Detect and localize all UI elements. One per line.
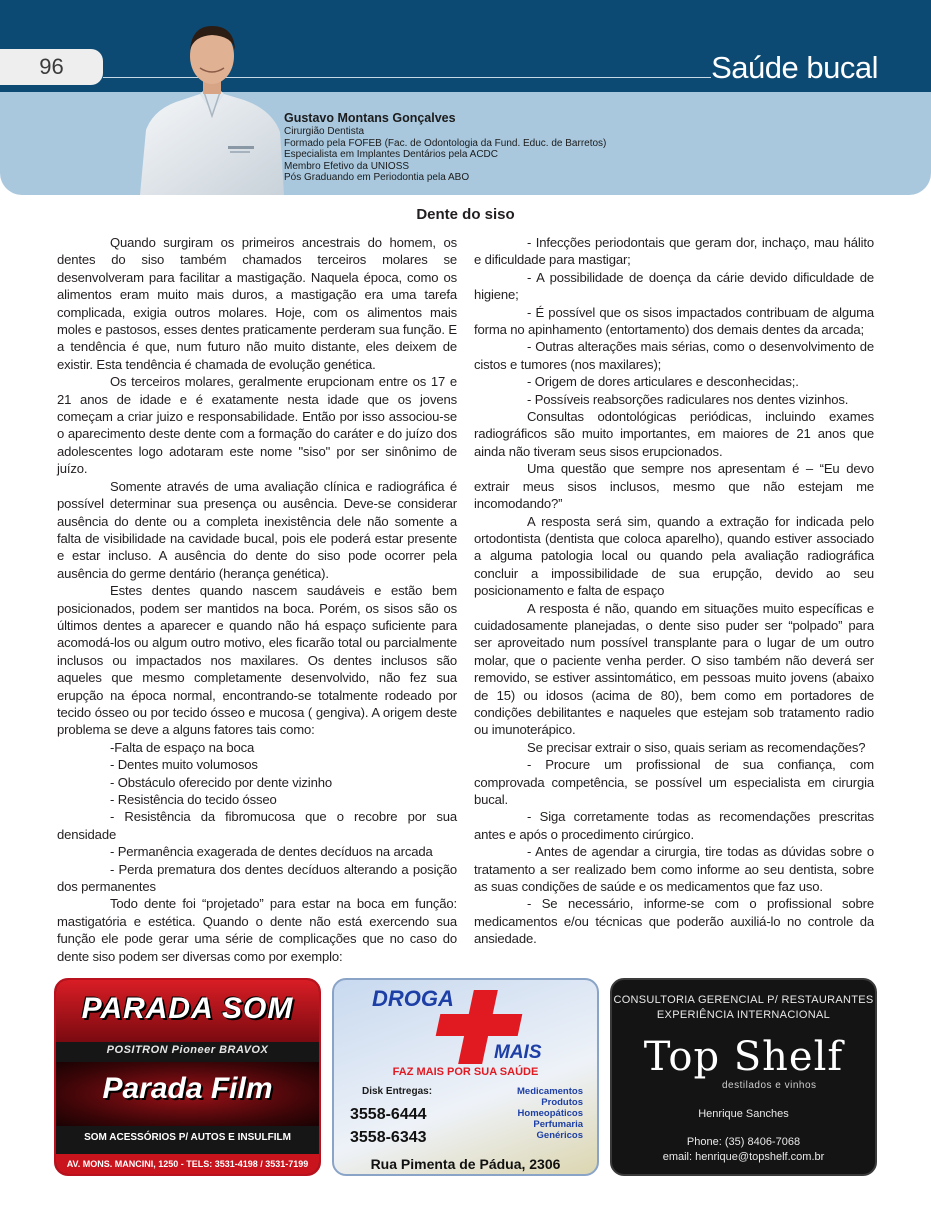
paragraph: A resposta é não, quando em situações muito específicas e cuidadosamente planejadas, o dente siso puder ser “polpado” para ser aproveitado num possível transplante para o lugar de um outro molar, que o paciente venha perder. O siso também não deverá ser removido, se estiver assintomático, em pessoas muito jovens (abaixo de 15) ou idosos (acima de 80), bem como em portadores de condições debilitantes e naqueles que estejam sob tratamento radio ou imunoterápico. (474, 600, 874, 738)
pharmacy-cross-icon (436, 1014, 523, 1036)
ad-top-shelf[interactable] (610, 978, 877, 1176)
ad-topshelf-brand: Top Shelf (643, 1034, 844, 1080)
ad-topshelf-subtitle: destilados e vinhos (722, 1080, 817, 1091)
ad-topshelf-phone: Phone: (35) 8406-7068 (686, 1136, 801, 1148)
ad-topshelf-line2: EXPERIÊNCIA INTERNACIONAL (656, 1009, 831, 1021)
ad-parada-brand: PARADA SOM (81, 992, 294, 1025)
ad-topshelf-line1: CONSULTORIA GERENCIAL P/ RESTAURANTES (613, 994, 874, 1006)
author-photo (140, 20, 284, 195)
list-item: -Falta de espaço na boca (110, 739, 255, 755)
author-credential: Especialista em Implantes Dentários pela ACDC (284, 149, 498, 161)
ad-droga-address: Rua Pimenta de Pádua, 2306 (370, 1156, 561, 1172)
article-column-left (57, 234, 457, 965)
ad-droga-brand: DROGA (372, 986, 454, 1011)
list-item: - Siga corretamente todas as recomendações prescritas antes e após o procedimento cirúrgico. (474, 809, 874, 842)
product-item: Genéricos (536, 1130, 583, 1141)
ad-parada-som[interactable] (54, 978, 321, 1176)
ad-droga-slogan: FAZ MAIS POR SUA SAÚDE (392, 1066, 539, 1078)
product-item: Homeopáticos (517, 1108, 583, 1119)
author-credential: Cirurgião Dentista (284, 126, 365, 137)
ad-parada-address: AV. MONS. MANCINI, 1250 - TELS: 3531-4198 / 3531-7199 (56, 1154, 319, 1174)
page-number: 96 (0, 49, 103, 85)
ad-droga-disk-label: Disk Entregas: (362, 1086, 433, 1097)
ad-droga-brand-mais: MAIS (494, 1042, 542, 1063)
list-item: - Obstáculo oferecido por dente vizinho (110, 774, 332, 790)
author-info (284, 111, 606, 184)
article-column-right (474, 234, 874, 948)
list-item: - Resistência da fibromucosa que o recobre por sua densidade (57, 809, 457, 842)
ad-topshelf-person: Henrique Sanches (698, 1108, 789, 1120)
list-item: - Dentes muito volumosos (110, 757, 258, 773)
list-item: - Infecções periodontais que geram dor, inchaço, mau hálito e dificuldade para mastigar; (474, 235, 874, 268)
list-item: - É possível que os sisos impactados contribuam de alguma forma no apinhamento (entortamento) dos demais dentes da arcada; (474, 304, 874, 338)
paragraph: Uma questão que sempre nos apresentam é – “Eu devo extrair meus sisos inclusos, mesmo que não estejam me incomodando?” (474, 461, 874, 512)
section-title: Saúde bucal (711, 50, 878, 85)
ad-parada-partner-logos: POSITRON Pioneer BRAVOX (106, 1044, 269, 1056)
paragraph: A resposta será sim, quando a extração for indicada pelo ortodontista (dentista que coloca aparelho), quando estiver associado a alguma patologia local ou quando pela avaliação radiográfica concluir a impossibilidade de sua erupção, devido ao seu posicionamento e falta de espaço (474, 513, 874, 599)
paragraph: Consultas odontológicas periódicas, incluindo exames radiográficos são muito importantes, em maiores de 21 anos que ainda não tiveram seus sisos erupcionados. (474, 409, 874, 459)
ad-parada-tagline: SOM ACESSÓRIOS P/ AUTOS E INSULFILM (84, 1132, 291, 1143)
ad-droga-phone: 3558-6343 (350, 1129, 427, 1146)
list-item: - Se necessário, informe-se com o profissional sobre medicamentos e/ou técnicas que poderão auxiliá-lo no controle da ansiedade. (474, 896, 874, 947)
list-item: - Resistência do tecido ósseo (110, 792, 277, 807)
list-item: - Procure um profissional de sua confiança, com comprovada competência, se possível um especialista em cirurgia bucal. (474, 757, 874, 807)
paragraph: Todo dente foi “projetado” para estar na boca em função: mastigatória e estética. Quando o dente não está exercendo sua função ele pode gerar uma série de complicações que no caso do dente siso podem ser diversas como por exemplo: (57, 896, 457, 964)
paragraph: Somente através de uma avaliação clínica e radiográfica é possível determinar sua presença ou ausência. Deve-se considerar ausência do dente ou a completa inexistência dele não somente a falta de visibilidade na cavidade bucal, pois ele poderá estar presente e estar incluso. A ausência do dente do siso pode ocorrer pela ausência do germe dentário (herança genética). (57, 478, 457, 581)
ad-parada-film-brand: Parada Film (102, 1072, 273, 1105)
ad-droga-mais[interactable] (332, 978, 599, 1176)
list-item: - Outras alterações mais sérias, como o desenvolvimento de cistos e tumores (nos maxilares); (474, 339, 874, 372)
list-item: - A possibilidade de doença da cárie devido dificuldade de higiene; (474, 269, 874, 303)
article-title: Dente do siso (416, 206, 515, 223)
list-item: - Permanência exagerada de dentes decíduos na arcada (110, 844, 433, 860)
ad-droga-products (517, 1086, 583, 1141)
ad-droga-phone: 3558-6444 (350, 1106, 427, 1123)
ad-topshelf-email: email: henrique@topshelf.com.br (662, 1151, 825, 1163)
list-item: - Possíveis reabsorções radiculares nos dentes vizinhos. (527, 391, 849, 407)
paragraph: Quando surgiram os primeiros ancestrais do homem, os dentes do siso também chamados terceiros molares se desenvolveram para facilitar a mastigação. Naquela época, como os alimentos eram muito mais duros, a mastigação era uma tarefa complicada, exigia outros molares. Hoje, com os alimentos mais moles e pastosos, esses dentes praticamente perderam sua função. E a tendência é que, num futuro não muito distante, eles deixem de existir. Esta tendência é chamada de evolução genética. (57, 235, 457, 372)
paragraph: Se precisar extrair o siso, quais seriam as recomendações? (527, 739, 866, 755)
product-item: Perfumaria (533, 1119, 583, 1130)
paragraph: Os terceiros molares, geralmente erupcionam entre os 17 e 21 anos de idade e é exatamente nesta idade que os jovens começam a criar juizo e responsabilidade. Então por isso associou-se o aparecimento deste dente com a formação do caráter e do juízo dos adolescentes logo adotaram este nome "siso" por ser sinônimo de juízo. (57, 374, 457, 477)
product-item: Medicamentos (517, 1086, 583, 1097)
author-credential: Formado pela FOFEB (Fac. de Odontologia da Fund. Educ. de Barretos) (284, 137, 607, 149)
author-credential: Pós Graduando em Periodontia pela ABO (284, 172, 470, 184)
list-item: - Perda prematura dos dentes decíduos alterando a posição dos permanentes (57, 861, 457, 895)
paragraph: Estes dentes quando nascem saudáveis e estão bem posicionados, podem ser mantidos na boca. Porém, os sisos são os últimos dentes a aparecer e quando não há espaço suficiente para acomodá-los ou algum outro motivo, eles ficarão total ou parcialmente inclusos ou impactados nos maxilares. Os dentes inclusos são aqueles que mesmo completamente desenvolvido, não fez sua erupção na época normal, encontrando-se totalmente rodeado por tecido ósseo ou por tecido ósseo e mucosa ( gengiva). A origem deste problema se deve a alguns fatores tais como: (57, 583, 457, 738)
list-item: - Antes de agendar a cirurgia, tire todas as dúvidas sobre o tratamento a ser realizado bem como informe ao seu dentista, sobre as suas condições de saúde e os medicamentos que faz uso. (474, 844, 874, 895)
product-item: Produtos (541, 1097, 583, 1108)
list-item: - Origem de dores articulares e desconhecidas;. (527, 374, 799, 390)
author-credential: Membro Efetivo da UNIOSS (284, 160, 410, 172)
author-name: Gustavo Montans Gonçalves (284, 111, 456, 125)
